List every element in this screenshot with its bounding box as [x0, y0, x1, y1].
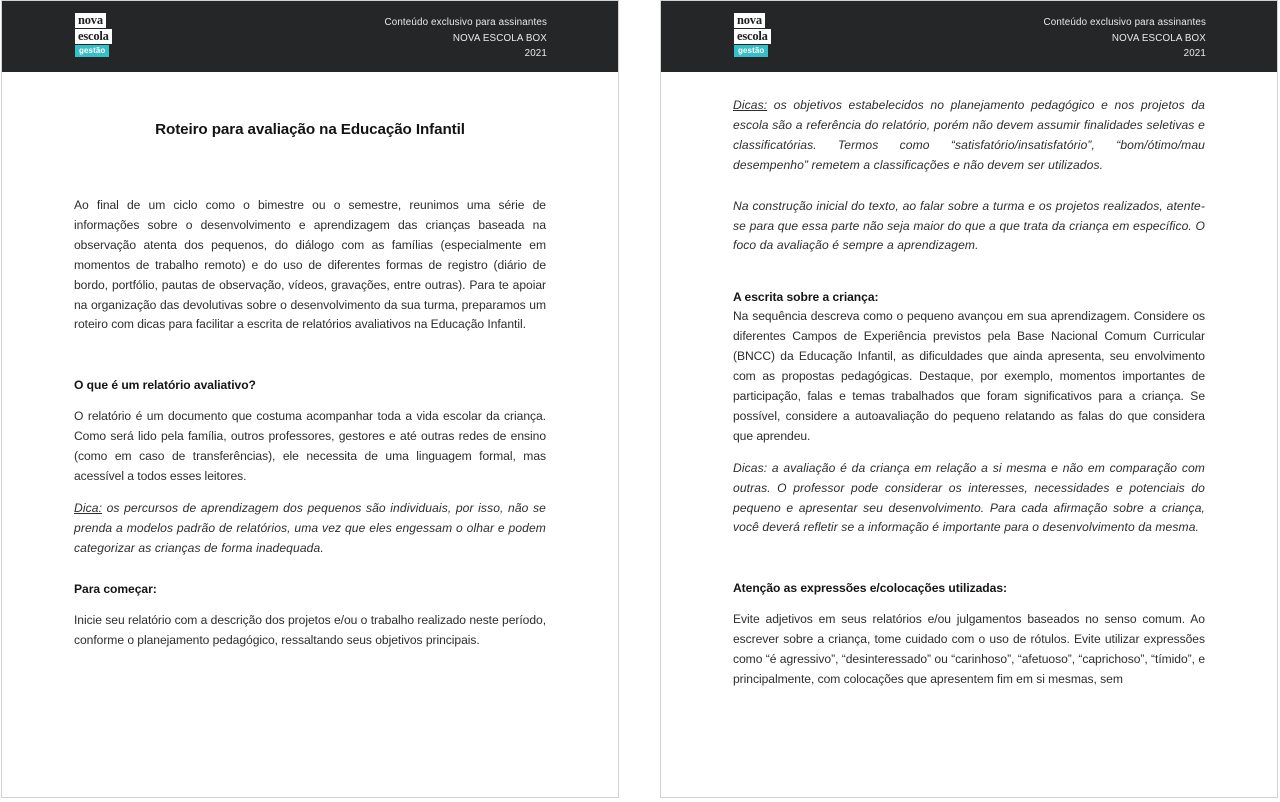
header-product-name: NOVA ESCOLA BOX — [452, 32, 547, 44]
paragraph-atencao-expressoes: Evite adjetivos em seus relatórios e/ou julgamentos baseados no senso comum. Ao escrever sobre a criança, tome cuidado com o uso de rótulos. Evite utilizar expressões como “é agressivo”, “desinteressado” ou “carinhoso”, “afetuoso”, “caprichoso”, “tímido”, e principalmente, com colocações que apresentem fim em si mesmas, sem — [733, 612, 1205, 687]
spacer — [733, 176, 1205, 197]
header-metadata — [385, 15, 548, 62]
page-header-right — [661, 1, 1277, 72]
section-heading-escrita-sobre-crianca: A escrita sobre a criança: — [733, 290, 879, 305]
section-heading-atencao-expressoes: Atenção as expressões e/colocações utilizadas: — [733, 581, 1007, 596]
tip-text: os percursos de aprendizagem dos pequenos são individuais, por isso, não se prenda a modelos padrão de relatórios, uma vez que eles engessam o olhar e podem categorizar as crianças de forma inadequada. — [74, 500, 546, 555]
header-product-name: NOVA ESCOLA BOX — [1111, 32, 1206, 44]
tip-block-dicas-objetivos — [733, 96, 1205, 176]
tip-block-dica — [74, 499, 546, 559]
logo-word-nova: nova — [734, 13, 765, 28]
section-heading-relatorio-avaliativo: O que é um relatório avaliativo? — [74, 378, 256, 393]
tip-block-dicas-avaliacao: Dicas: a avaliação é da criança em relação a si mesma e não em comparação com outras. O professor pode considerar os interesses, necessidades e potenciais do pequeno e apresentar seu desenvolvimento. Para cada afirmação sobre a criança, você deverá refletir se a informação é importante para o desenvolvimento da mesma. — [733, 460, 1205, 535]
header-metadata — [1044, 15, 1207, 62]
spacer — [74, 335, 546, 376]
logo-word-escola: escola — [75, 29, 112, 44]
nova-escola-logo — [734, 13, 771, 57]
spacer — [74, 487, 546, 499]
tip-text: os objetivos estabelecidos no planejamento pedagógico e nos projetos da escola são a referência do relatório, porém não devem assumir finalidades seletivas e classificatórias. Termos como “satisfatório/insatisfatório”, “bom/ótimo/mau desempenho” remetem a classificações e não devem ser utilizados. — [733, 98, 1205, 172]
logo-tag-gestao: gestão — [734, 45, 768, 57]
page-header-left — [2, 1, 618, 72]
logo-word-nova: nova — [75, 13, 106, 28]
document-page-left — [1, 0, 619, 798]
spacer — [733, 598, 1205, 610]
page-content-right — [661, 72, 1277, 797]
header-subscriber-note: Conteúdo exclusivo para assinantes — [384, 17, 547, 28]
page-content-left — [2, 72, 618, 797]
tip-label: Dica: — [74, 500, 103, 515]
header-year: 2021 — [524, 48, 547, 59]
spacer — [733, 538, 1205, 579]
page-title: Roteiro para avaliação na Educação Infantil — [155, 121, 465, 138]
header-year: 2021 — [1183, 48, 1206, 59]
nova-escola-logo — [75, 13, 112, 57]
section-heading-para-comecar: Para começar: — [74, 581, 157, 596]
logo-tag-gestao: gestão — [75, 45, 109, 57]
spacer — [74, 395, 546, 407]
spacer — [74, 559, 546, 580]
spacer — [733, 447, 1205, 459]
tip-block-construcao-inicial: Na construção inicial do texto, ao falar sobre a turma e os projetos realizados, atente-se para que essa parte não seja maior do que a que trata da criança em específico. O foco da avaliação é sempre a aprendizagem. — [733, 198, 1205, 253]
intro-paragraph: Ao final de um ciclo como o bimestre ou o semestre, reunimos uma série de informações sobre o desenvolvimento e aprendizagem das crianças baseada na observação atenta dos pequenos, do diálogo com as famílias (especialmente em momentos de trabalho remoto) e do uso de diferentes formas de registro (diário de bordo, portfólio, pautas de observação, vídeos, gravações, entre outras). Para te apoiar na organização das devolutivas sobre o desenvolvimento da sua turma, preparamos um roteiro com dicas para facilitar a escrita de relatórios avaliativos na Educação Infantil. — [74, 198, 546, 332]
logo-word-escola: escola — [734, 29, 771, 44]
spacer — [74, 599, 546, 611]
paragraph-para-comecar: Inicie seu relatório com a descrição dos projetos e/ou o trabalho realizado neste período, conforme o planejamento pedagógico, ressaltando seus objetivos principais. — [74, 612, 546, 647]
paragraph-escrita-sobre-crianca: Na sequência descreva como o pequeno avançou em sua aprendizagem. Considere os diferentes Campos de Experiência previstos pela Base Nacional Comum Curricular (BNCC) da Educação Infantil, as dificuldades que ainda apresenta, seu envolvimento com as propostas pedagógicas. Destaque, por exemplo, momentos importantes de participação, falas e temas trabalhados que foram significativos para a criança. Se possível, considere a autoavaliação do pequeno relatando as falas do que considera que aprendeu. — [733, 309, 1205, 443]
paragraph-relatorio-avaliativo: O relatório é um documento que costuma acompanhar toda a vida escolar da criança. Como será lido pela família, outros professores, gestores e até outras redes de ensino (como em caso de transferências), ele necessita de uma linguagem formal, mas acessível a todos esses leitores. — [74, 409, 546, 484]
tip-label: Dicas: — [733, 98, 768, 112]
header-subscriber-note: Conteúdo exclusivo para assinantes — [1043, 17, 1206, 28]
document-page-right — [660, 0, 1278, 798]
spacer — [733, 256, 1205, 288]
